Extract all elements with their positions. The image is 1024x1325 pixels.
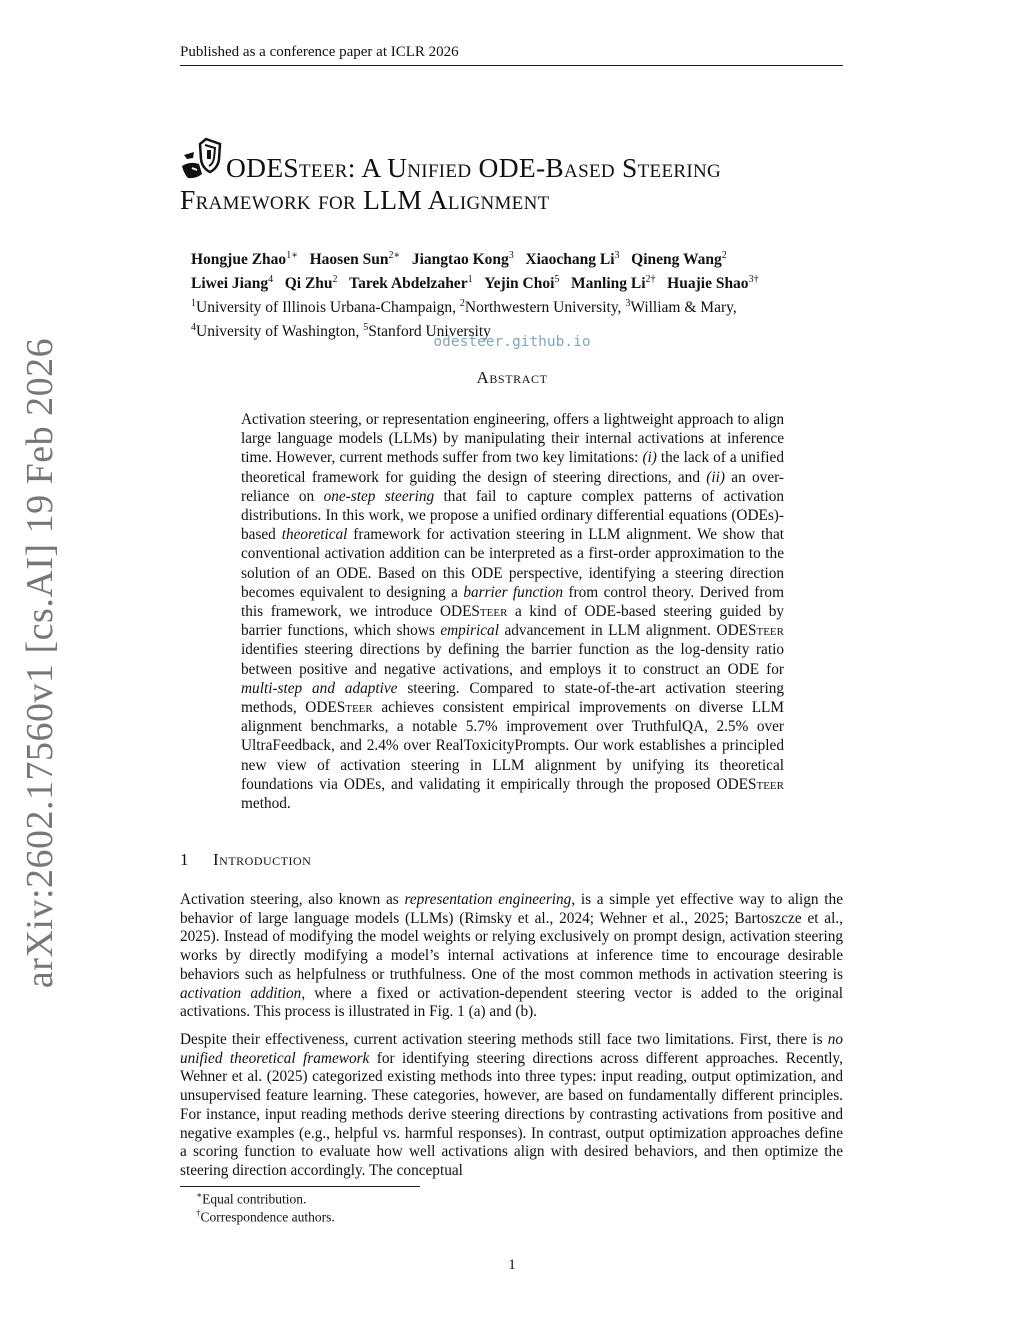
affiliation-line-1 [191,294,851,318]
affiliation-name: Northwestern University, [464,299,626,317]
section-number: 1 [180,850,189,869]
abstract-text: identifies steering directions by defining the barrier function as the log-density ratio between positive and negative activations, and employs it to construct an ODE for [241,641,784,678]
footnote-correspondence [196,1208,335,1226]
abstract-text: the lack of a unified theoretical framework for guiding the design of steering directions, and [241,449,784,486]
author-sup: 2∗ [388,250,401,261]
method-name: ODESteer [716,775,784,793]
running-header: Published as a conference paper at ICLR 2026 [180,44,843,66]
author-name: Qineng Wang [631,251,722,269]
abstract-emphasis: multi-step and adaptive [241,679,398,697]
title-block [180,135,860,216]
abstract-text: achieves consistent empirical improvements on diverse LLM alignment benchmarks, a notable 5.7% improvement over TruthfulQA, 2.5% over UltraFeedback, and 2.4% over RealToxicityPrompts. Our work establishes a principled new view of activation steering in LLM alignment by unifying its theoretical foundations via ODEs, and validating it empirically through the proposed [241,699,784,793]
body-emphasis: activation addition [180,984,302,1002]
footnote-text: Equal contribution. [202,1191,307,1207]
author-block [191,246,851,343]
section-heading-introduction [180,850,311,870]
method-name: ODESteer [305,699,373,717]
abstract-text: an over-reliance on [241,468,784,505]
author-name: Hongjue Zhao [191,251,287,269]
body-text: Despite their effectiveness, current activation steering methods still face two limitations. First, there is [180,1031,828,1048]
author-name: Qi Zhu [284,275,333,293]
title-line1-rest: A Unified ODE-Based Steering [361,152,721,183]
paper-title [180,135,860,216]
footnote-equal-contribution [196,1190,306,1208]
body-emphasis: representation engineering [404,891,572,908]
body-text: , where a fixed or activation-dependent steering vector is added to the original activations. This process is illustrated in Fig. 1 (a) and (b). [180,984,843,1021]
author-sup: 5 [554,274,560,286]
arxiv-side-label: arXiv:2602.17560v1 [cs.AI] 19 Feb 2026 [19,337,61,989]
affiliation-sup: 3 [625,298,631,310]
abstract-emphasis: (ii) [706,468,725,486]
author-name: Liwei Jiang [191,275,269,293]
affiliation-sup: 5 [363,322,369,334]
abstract-heading: Abstract [476,368,548,387]
body-text: for identifying steering directions across different approaches. Recently, Wehner et al. (2025) categorized existing methods into three types: input reading, output optimization, and unsupervised feature learning. These categories, however, are based on fundamentally different principles. For instance, input reading methods derive steering directions by contrasting activations from positive and negative examples (e.g., helpful vs. harmful responses). In contrast, output optimization approaches define a scoring function to evaluate how well activations align with desired behaviors, and then optimize the steering direction accordingly. The conceptual [180,1049,843,1179]
section-title: Introduction [213,850,312,869]
abstract-body [241,410,784,813]
method-name: ODESteer [439,603,508,621]
footnote-rule [180,1186,420,1187]
author-sup: 2 [332,274,338,286]
intro-paragraph-2 [180,1031,843,1181]
abstract-text: that fail to capture complex patterns of activation distributions. In this work, we propose a unified ordinary differential equations (ODEs)-based [241,487,784,544]
affiliation-sup: 1 [191,298,196,310]
author-line-1 [191,246,851,270]
abstract-emphasis: (i) [642,449,657,467]
author-sup: 3† [748,274,759,286]
body-emphasis: no unified theoretical framework [180,1031,843,1067]
abstract-text: a kind of ODE-based steering guided by barrier functions, which shows [241,603,784,640]
author-sup: 3 [508,250,514,261]
page-number: 1 [508,1257,516,1273]
affiliation-name: William & Mary, [630,299,737,317]
author-name: Manling Li [571,275,646,293]
abstract-emphasis: theoretical [281,526,348,544]
affiliation-name: University of Washington, [196,323,364,341]
author-name: Huajie Shao [667,275,749,293]
method-name: ODESteer [716,622,784,640]
author-name: Jiangtao Kong [411,251,509,269]
title-line1-name: ODESteer: [226,152,362,183]
affiliation-sup: 2 [459,298,465,310]
odesteer-logo-icon [180,135,224,183]
author-name: Tarek Abdelzaher [349,275,468,293]
abstract-text: steering. Compared to state-of-the-art activation steering methods, [241,679,784,717]
body-text: , is a simple yet effective way to align the behavior of large language models (LLMs) (Rimsky et al., 2024; Wehner et al., 2025; Bartoszcze et al., 2025). Instead of modifying the model weights or relying exclusively on prompt design, activation steering works by directly modifying a model’s internal activations at inference time to encourage desirable behaviors such as helpfulness or truthfulness. One of the most common methods in activation steering is [180,891,843,983]
author-sup: 1∗ [286,250,298,261]
abstract-text: framework for activation steering in LLM alignment. We show that conventional activation addition can be interpreted as a first-order approximation to the solution of an ODE. Based on this ODE perspective, identifying a steering direction becomes equivalent to designing a [241,526,784,601]
abstract-emphasis: barrier function [463,583,564,601]
affiliation-name: University of Illinois Urbana-Champaign, [196,299,460,317]
intro-paragraph-1 [180,891,843,1022]
author-name: Haosen Sun [309,251,389,269]
title-line2: Framework for LLM Alignment [180,184,550,215]
footnote-mark: ∗ [196,1190,203,1200]
footnote-text: Correspondence authors. [200,1209,335,1225]
project-link[interactable]: odesteer.github.io [433,334,591,350]
affiliation-name: Stanford University [368,323,491,341]
abstract-text: Activation steering, or representation engineering, offers a lightweight approach to align large language models (LLMs) by manipulating their internal activations at inference time. However, current methods suffer from two key limitations: [241,411,784,467]
author-sup: 3 [614,250,620,261]
footnote-mark: † [196,1208,201,1218]
author-line-2 [191,270,851,294]
author-name: Yejin Choi [484,275,555,293]
body-text: Activation steering, also known as [180,891,405,908]
author-sup: 4 [268,274,274,286]
abstract-text: from control theory. Derived from this framework, we introduce [241,583,784,621]
abstract-emphasis: one-step steering [323,487,435,505]
author-sup: 1 [467,274,473,286]
abstract-text: advancement in LLM alignment. [498,622,717,640]
abstract-text: method. [241,795,291,813]
author-sup: 2† [645,274,656,286]
affiliation-sup: 4 [191,322,196,334]
author-name: Xiaochang Li [525,251,615,269]
author-sup: 2 [721,250,727,261]
abstract-emphasis: empirical [440,622,499,640]
